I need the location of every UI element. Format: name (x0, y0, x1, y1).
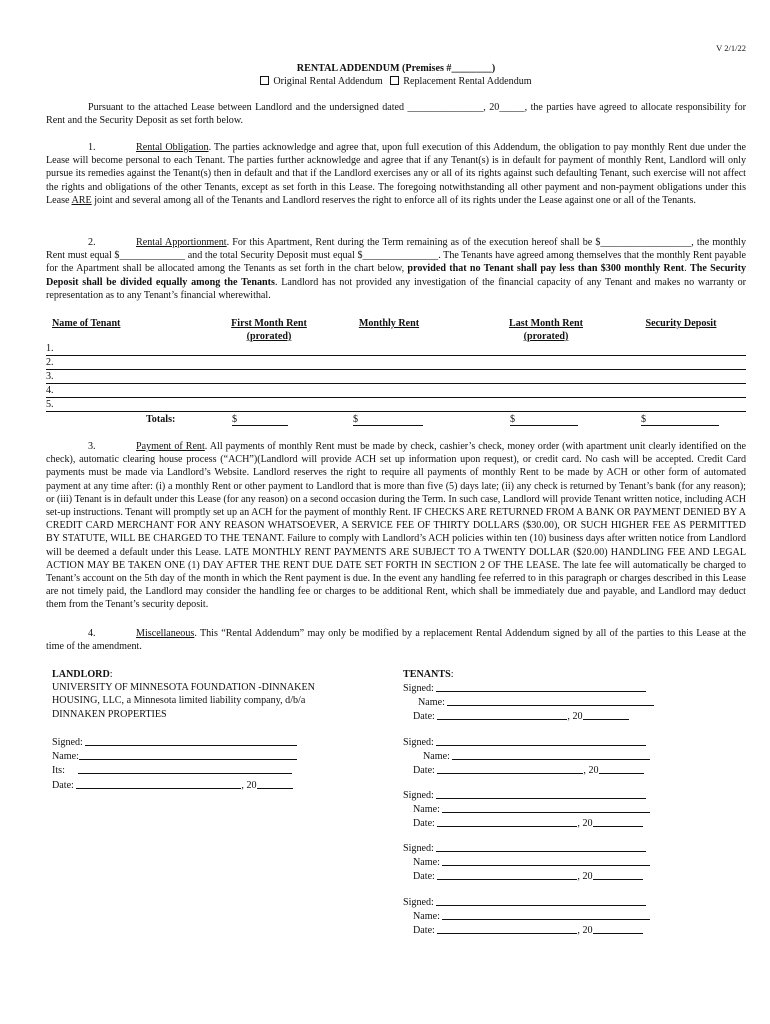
header-name-of-tenant: Name of Tenant (52, 318, 121, 329)
replacement-checkbox[interactable] (390, 76, 399, 85)
tenant-row-2[interactable] (46, 357, 746, 370)
section-2-bold-a: provided that no Tenant shall pay less than $300 monthly Rent (407, 263, 685, 275)
header-last-month-rent: Last Month Rent (prorated) (508, 318, 584, 342)
tenant-year-line[interactable] (593, 869, 643, 880)
landlord-year-label: , 20 (241, 779, 257, 791)
addendum-type-options (46, 75, 746, 88)
replacement-checkbox-label: Replacement Rental Addendum (403, 76, 532, 87)
tenant-row-5[interactable] (46, 399, 746, 412)
landlord-date-line[interactable] (76, 778, 241, 789)
landlord-name-line[interactable] (79, 749, 297, 760)
tenant-signature-group-4 (403, 841, 650, 884)
tenants-colon: : (450, 669, 454, 680)
tenant-name-label: Name: (413, 857, 440, 869)
tenant-year-label: , 20 (583, 765, 599, 777)
section-2-heading: Rental Apportionment (136, 237, 227, 248)
section-2-number: 2. (88, 237, 96, 248)
currency-symbol: $ (353, 414, 359, 425)
section-1-heading: Rental Obligation (136, 142, 209, 153)
tenant-signature-group-2 (403, 735, 650, 778)
header-first-month-rent: First Month Rent (prorated) (231, 318, 307, 342)
landlord-signed-label: Signed: (52, 737, 83, 748)
tenant-signature-group-1 (403, 681, 654, 724)
section-3-text: . All payments of monthly Rent must be made by check, cashier’s check, money order (with apartment unit clearly identified on the check), automatic clearing house process (“ACH”)(Landlord will provide ACH set up information upon request), or credit card. No cash will be accepted. Credit Card payments must be made via Landlord’s Website. Landlord reserves the right to require all payments of monthly Rent to be made by ACH or other form of automated payment at any time after: (i) a monthly Rent or other payment to Landlord that is more than five (5) days late; (ii) any check is returned by Tenant’s bank (for any reason); or (iii) Tenant is in default under this Lease (for any reason) on a second occasion during the Term. In such case, Landlord will provide Tenant written notice, including ACH set-up instructions. Tenant will promptly set up an ACH for the payment of monthly Rent. IF CHECKS ARE RETURNED FROM A BANK OR PAYMENT DENIED BY A CREDIT CARD MERCHANT FOR ANY REASON WHATSOEVER, A SERVICE FEE OF THIRTY DOLLARS ($30.00), OR SUCH HIGHER FEE AS PERMITTED BY STATUTE, WILL BE CHARGED TO THE TENANT. Failure to comply with Landlord’s ACH policies within ten (10) business days after written notice from Landlord will be deemed a default under this Lease. LATE MONTHLY RENT PAYMENTS ARE SUBJECT TO A TWENTY DOLLAR ($20.00) HANDLING FEE AND LEGAL ACTION MAY BE TAKEN ONE (1) DAY AFTER THE RENT DUE DATE SET FORTH IN SECTION 2 OF THE LEASE. The late fee will automatically be charged to Tenant’s account on the 5th day of the month in which the Rent payment is due. In the event any handling fee referred to in this paragraph or charges described in this Lease are not timely paid, the Landlord may consider the handling fee or charges to be additional Rent, which shall be immediately due and payable, and Landlord may deduct them from the Tenant’s security deposit. (46, 441, 746, 611)
section-2-text-b: . (684, 263, 690, 275)
tenant-row-1[interactable] (46, 343, 746, 356)
currency-symbol: $ (510, 414, 516, 425)
currency-symbol: $ (232, 414, 238, 425)
version-label: V 2/1/22 (716, 43, 746, 53)
tenant-name-line[interactable] (452, 749, 650, 760)
section-4-miscellaneous (46, 627, 746, 653)
tenant-signed-label: Signed: (403, 683, 434, 694)
section-1-text-a: . The parties acknowledge and agree that, upon full execution of this Addendum, the obligation to pay monthly Rent due under the Lease will become personal to each Tenant. The parties further acknowledge and agree that if any Tenant(s) is in default for payment of monthly Rent, Landlord will only pursue its remedies against the Tenant(s) then in default and that if the Landlord exercises any or all of its rights against such defaulting Tenant, such exercise will not affect the rights and obligations of the other Tenants, except as set forth in this Lease. The foregoing notwithstanding all other payment and non-payment obligations under this Lease (46, 142, 746, 206)
landlord-line-3: DINNAKEN PROPERTIES (52, 708, 167, 720)
landlord-signature-fields (52, 735, 297, 792)
tenant-row-4[interactable] (46, 385, 746, 398)
totals-label: Totals: (146, 414, 176, 425)
tenant-signed-line[interactable] (436, 681, 646, 692)
tenant-signed-line[interactable] (436, 841, 646, 852)
intro-text: Pursuant to the attached Lease between Landlord and the undersigned dated _______________, 20_____, the parties have agreed to allocate responsibility for Rent and the Security Deposit as set forth below. (46, 102, 746, 127)
section-4-text: . This “Rental Addendum” may only be modified by a replacement Rental Addendum signed by all of the parties to this Lease at the time of the amendment. (46, 628, 746, 653)
tenant-date-label: Date: (413, 871, 435, 883)
tenant-year-label: , 20 (567, 711, 583, 723)
landlord-line-2: HOUSING, LLC, a Minnesota limited liability company, d/b/a (52, 695, 306, 707)
tenant-year-line[interactable] (593, 923, 643, 934)
section-2-bold-b: The Security Deposit shall be divided equally among the Tenants (46, 263, 747, 288)
tenant-signed-line[interactable] (436, 895, 646, 906)
tenant-name-line[interactable] (442, 802, 650, 813)
section-3-heading: Payment of Rent (136, 441, 205, 452)
original-checkbox-label: Original Rental Addendum (273, 76, 383, 87)
section-1-number: 1. (88, 142, 96, 153)
tenant-date-line[interactable] (437, 869, 577, 880)
tenants-heading: TENANTS (403, 669, 451, 680)
tenant-name-label: Name: (423, 751, 450, 763)
tenant-signed-label: Signed: (403, 737, 434, 748)
tenant-date-line[interactable] (437, 816, 577, 827)
tenant-signed-label: Signed: (403, 897, 434, 908)
tenant-date-line[interactable] (437, 709, 567, 720)
tenant-row-number: 4. (46, 385, 54, 396)
landlord-line-1: UNIVERSITY OF MINNESOTA FOUNDATION -DINNAKEN (52, 682, 315, 694)
tenant-name-line[interactable] (442, 855, 650, 866)
section-3-number: 3. (88, 441, 96, 452)
tenant-name-line[interactable] (442, 909, 650, 920)
tenant-signed-label: Signed: (403, 843, 434, 854)
tenants-block (403, 668, 454, 681)
tenant-date-line[interactable] (437, 763, 583, 774)
tenant-year-line[interactable] (583, 709, 629, 720)
section-2-text-a: . For this Apartment, Rent during the Term remaining as of the execution hereof shall be $__________________, the monthly Rent must equal $_____________ and the total Security Deposit must equal $_______________. The Tenants have agreed among themselves that the monthly Rent payable for the Apartment shall be allocated among the Tenants as set forth in the chart below, (46, 237, 747, 275)
tenant-signature-group-3 (403, 788, 650, 831)
landlord-date-label: Date: (52, 779, 74, 791)
total-first-month-rent[interactable] (232, 413, 288, 426)
landlord-block (52, 668, 315, 721)
tenant-date-line[interactable] (437, 923, 577, 934)
section-1-rental-obligation (46, 141, 746, 207)
tenant-name-line[interactable] (447, 695, 654, 706)
tenant-row-number: 1. (46, 343, 54, 354)
page-title: RENTAL ADDENDUM (Premises #________) (296, 63, 496, 74)
tenant-date-label: Date: (413, 711, 435, 723)
tenant-signed-line[interactable] (436, 735, 646, 746)
tenant-row-3[interactable] (46, 371, 746, 384)
tenant-name-label: Name: (413, 804, 440, 816)
tenant-signed-label: Signed: (403, 790, 434, 801)
tenant-date-label: Date: (413, 925, 435, 937)
intro-paragraph (46, 101, 746, 127)
landlord-signed-line[interactable] (85, 735, 297, 746)
header-security-deposit: Security Deposit (645, 318, 717, 329)
landlord-name-label: Name: (52, 751, 79, 763)
section-1-are: ARE (71, 194, 92, 206)
landlord-year-line[interactable] (257, 778, 293, 789)
tenant-name-label: Name: (413, 911, 440, 923)
header-monthly-rent: Monthly Rent (358, 318, 420, 329)
section-4-heading: Miscellaneous (136, 628, 195, 639)
section-1-text-b: joint and several among all of the Tenants and Landlord reserves the right to enforce all of its rights under the Lease against one or all of the Tenants. (91, 194, 696, 206)
landlord-its-line[interactable] (78, 763, 292, 774)
tenant-row-number: 3. (46, 371, 54, 382)
tenant-date-label: Date: (413, 818, 435, 830)
section-2-text-c: . Landlord has not provided any investigation of the financial capacity of any Tenant and makes no warranty or representation as to any Tenant’s financial wherewithal. (46, 276, 746, 301)
section-4-number: 4. (88, 628, 96, 639)
section-3-payment-of-rent (46, 440, 746, 612)
tenant-name-label: Name: (418, 697, 445, 709)
landlord-heading: LANDLORD (52, 669, 110, 680)
landlord-colon: : (109, 669, 113, 680)
total-security-deposit[interactable] (641, 413, 719, 426)
tenant-date-label: Date: (413, 765, 435, 777)
tenant-year-label: , 20 (577, 925, 593, 937)
tenant-year-line[interactable] (593, 816, 643, 827)
tenant-year-label: , 20 (577, 871, 593, 883)
tenant-row-number: 2. (46, 357, 54, 368)
section-2-rental-apportionment (46, 236, 746, 302)
tenant-year-line[interactable] (599, 763, 644, 774)
tenant-signed-line[interactable] (436, 788, 646, 799)
tenant-row-number: 5. (46, 399, 54, 410)
tenant-signature-group-5 (403, 895, 650, 938)
landlord-its-label: Its: (52, 765, 65, 777)
tenant-year-label: , 20 (577, 818, 593, 830)
original-checkbox[interactable] (260, 76, 269, 85)
total-last-month-rent[interactable] (510, 413, 578, 426)
total-monthly-rent[interactable] (353, 413, 423, 426)
currency-symbol: $ (641, 414, 647, 425)
